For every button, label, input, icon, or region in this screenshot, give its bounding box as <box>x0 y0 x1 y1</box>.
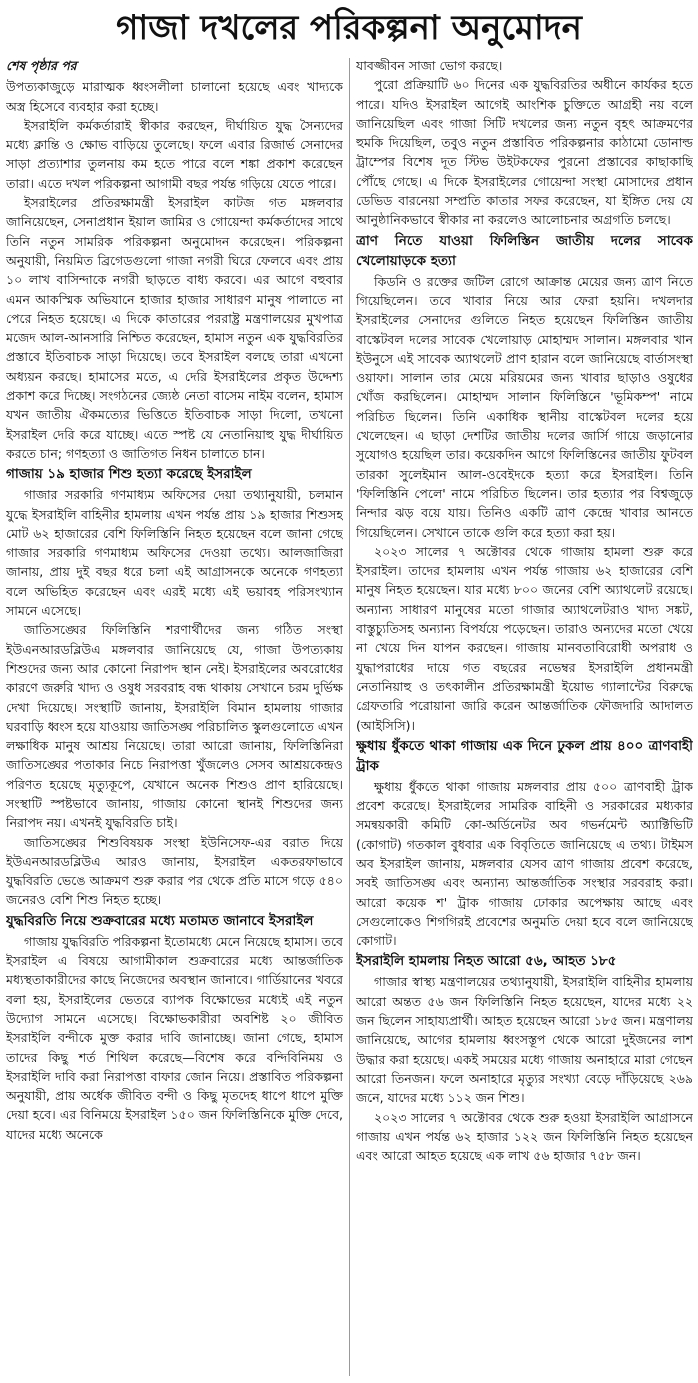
paragraph: গাজার সরকারি গণমাধ্যম অফিসের দেয়া তথ্যানুযায়ী, চলমান যুদ্ধে ইসরাইলি বাহিনীর হামলায় এখন পর্যন্ত প্রায় ১৯ হাজার শিশুসহ মোট ৬২ হাজারের বেশি ফিলিস্তিনি নিহত হয়েছেন বলে জানা গেছে গাজার সরকারি গণমাধ্যম অফিসের দেওয়া তথ্যে। আলজাজিরা জানায়, প্রায় দুই বছর ধরে চলা এই আগ্রাসনকে অনেকে গণহত্যা বলে অভিহিত করেছেন এবং এরই মধ্যে এই ভয়াবহ পরিসংখ্যান সামনে এসেছে। <box>6 487 343 619</box>
headline: গাজা দখলের পরিকল্পনা অনুমোদন <box>116 8 582 48</box>
subheading: গাজায় ১৯ হাজার শিশু হত্যা করেছে ইসরাইল <box>6 466 252 483</box>
article-column-right <box>356 56 693 1378</box>
paragraph: যাবজ্জীবন সাজা ভোগ করছে। <box>356 58 503 73</box>
paragraph: ক্ষুধায় ধুঁকতে থাকা গাজায় মঙ্গলবার প্রায় ৫০০ ত্রাণবাহী ট্রাক প্রবেশ করেছে। ইসরাইলের সামরিক বাহিনী ও সরকারের মধ্যকার সমন্বয়কারী কমিটি কো-অর্ডিনেটর অব গভর্নমেন্ট অ্যাক্টিভিটি (কোগাট) গতকাল বুধবার এক বিবৃতিতে জানিয়েছে এ তথ্য। টাইমস অব ইসরাইল জানায়, মঙ্গলবার যেসব ত্রাণ গাজায় প্রবেশ করেছে, সবই জাতিসঙ্ঘ এবং অন্যান্য আন্তর্জাতিক সংস্থার সরবরাহ করা। আরো কয়েক শ' ট্রাক গাজায় ঢোকার অপেক্ষায় আছে এবং সেগুলোকেও শিগগিরই প্রবেশের অনুমতি দেয়া হবে বলে জানিয়েছে কোগাট। <box>356 778 693 949</box>
paragraph: ইসরাইলের প্রতিরক্ষামন্ত্রী ইসরাইল কাটজ গত মঙ্গলবার জানিয়েছেন, সেনাপ্রধান ইয়াল জামির ও গোয়েন্দা কর্মকর্তাদের সাথে তিনি নতুন সামরিক পরিকল্পনা অনুমোদন করেছেন। পরিকল্পনা অনুযায়ী, নিয়মিত ব্রিগেডগুলো গাজা নগরী ঘিরে ফেলবে এবং প্রায় ১০ লাখ বাসিন্দাকে নগরী ছাড়তে বাধ্য করবে। এর আগে বহুবার এমন আকস্মিক অভিযানে হাজার হাজার সাধারণ মানুষ পালাতে না পেরে নিহত হয়েছে। এ দিকে কাতারের পররাষ্ট্র মন্ত্রণালয়ের মুখপাত্র মজেদ আল-আনসারি নিশ্চিত করেছেন, হামাস নতুন এক যুদ্ধবিরতির প্রস্তাবে ইতিবাচক সাড়া দিয়েছে। তবে ইসরাইল বলছে তারা এখনো অধ্যয়ন করছে। হামাসের মতে, এ দেরি ইসরাইলের প্রকৃত উদ্দেশ্য প্রকাশ করে দিচ্ছে। সংগঠনের জ্যেষ্ঠ নেতা বাসেম নাইম বলেন, হামাস যখন জাতীয় ঐকমত্যের ভিত্তিতে ইতিবাচক সাড়া দিলো, তখনো ইসরাইল দেরি করে যাচ্ছে। এতে স্পষ্ট যে নেতানিয়াহু যুদ্ধ দীর্ঘায়িত করতে চান; গণহত্যা ও জাতিগত নিধন চালাতে চান। <box>6 195 343 461</box>
paragraph: পুরো প্রক্রিয়াটি ৬০ দিনের এক যুদ্ধবিরতির অধীনে কার্যকর হতে পারে। যদিও ইসরাইল আগেই আংশিক চুক্তিতে আগ্রহী নয় বলে জানিয়েছিল এবং গাজা সিটি দখলের জন্য নতুন বৃহৎ আক্রমণের হুমকি দিয়েছিল, তবুও নতুন প্রস্তাবিত পরিকল্পনার কাঠামো ডোনাল্ড ট্রাম্পের বিশেষ দূত স্টিভ উইটকফের পুরনো প্রস্তাবের কাছাকাছি পৌঁছে গেছে। এ দিকে ইসরাইলের গোয়েন্দা সংস্থা মোসাদের প্রধান ডেভিড বারনেয়া সম্প্রতি কাতার সফর করেছেন, যা ইঙ্গিত দেয় যে আনুষ্ঠানিকভাবে স্বীকার না করলেও আলোচনার অগ্রগতি চলছে। <box>356 77 693 228</box>
paragraph: উপত্যকাজুড়ে মারাত্মক ধ্বংসলীলা চালানো হয়েছে এবং খাদ্যকে অস্ত্র হিসেবে ব্যবহার করা হচ্ছে। <box>6 79 343 114</box>
column-divider <box>349 58 350 1376</box>
article-column-left <box>6 56 343 1378</box>
paragraph: ইসরাইলি কর্মকর্তারাই স্বীকার করছেন, দীর্ঘায়িত যুদ্ধ সৈন্যদের মধ্যে ক্লান্তি ও ক্ষোভ বাড়িয়ে তুলেছে। ফলে এবার রিজার্ভ সেনাদের সাড়া প্রত্যাশার তুলনায় কম হতে পারে বলে শঙ্কা প্রকাশ করেছেন তারা। এতে দখল পরিকল্পনা আগামী বছর পর্যন্ত গড়িয়ে যেতে পারে। <box>6 117 343 191</box>
subheading: যুদ্ধবিরতি নিয়ে শুক্রবারের মধ্যে মতামত জানাবে ইসরাইল <box>6 912 314 929</box>
paragraph: গাজায় যুদ্ধবিরতি পরিকল্পনা ইতোমধ্যে মেনে নিয়েছে হামাস। তবে ইসরাইল এ বিষয়ে আগামীকাল শুক্রবারের মধ্যে আন্তর্জাতিক মধ্যস্থতাকারীদের কাছে নিজেদের অবস্থান জানাবে। গার্ডিয়ানের খবরে বলা হয়, ইসরাইলের ভেতরে ব্যাপক বিক্ষোভের মধ্যেই এই নতুন উদ্যোগ সামনে এসেছে। বিক্ষোভকারীরা অবশিষ্ট ২০ জীবিত ইসরাইলি বন্দীকে মুক্ত করার দাবি জানাচ্ছে। জানা গেছে, হামাস তাদের কিছু শর্ত শিথিল করেছে—বিশেষ করে বন্দিবিনিময় ও ইসরাইলি দাবি করা নিরাপত্তা বাফার জোন নিয়ে। প্রস্তাবিত পরিকল্পনা অনুযায়ী, প্রায় অর্ধেক জীবিত বন্দী ও কিছু মৃতদেহ ধাপে ধাপে মুক্তি দেয়া হবে। এর বিনিময়ে ইসরাইল ১৫০ জন ফিলিস্তিনিকে মুক্তি দেবে, যাদের মধ্যে অনেকে <box>6 933 343 1142</box>
continued-from-label: শেষ পৃষ্ঠার পর <box>6 58 77 73</box>
subheading: ইসরাইলি হামলায় নিহত আরো ৫৬, আহত ১৮৫ <box>356 953 617 970</box>
paragraph: ২০২৩ সালের ৭ অক্টোবর থেকে গাজায় হামলা শুরু করে ইসরাইল। তাদের হামলায় এখন পর্যন্ত গাজায় ৬২ হাজারের বেশি মানুষ নিহত হয়েছেন। যার মধ্যে ৮০০ জনের বেশি অ্যাথলেট রয়েছে। অন্যান্য সাধারণ মানুষের মতো গাজার অ্যাথলেটরাও খাদ্য সঙ্কট, বাস্তুচ্যুতিসহ অন্যান্য বিপর্যয়ে পড়েছেন। তারাও অন্যদের মতো খেয়ে না খেয়ে দিন যাপন করছেন। গাজায় মানবতাবিরোধী অপরাধ ও যুদ্ধাপরাধের দায়ে গত বছরের নভেম্বর ইসরাইলি প্রধানমন্ত্রী নেতানিয়াহু ও তৎকালীন প্রতিরক্ষামন্ত্রী ইয়োভ গ্যালান্টের বিরুদ্ধে গ্রেফতারি পরোয়ানা জারি করেন আন্তর্জাতিক ফৌজদারি আদালত (আইসিসি)। <box>356 543 693 733</box>
subheading: ক্ষুধায় ধুঁকতে থাকা গাজায় এক দিনে ঢুকল প্রায় ৪০০ ত্রাণবাহী ট্রাক <box>356 737 693 774</box>
subheading: ত্রাণ নিতে যাওয়া ফিলিস্তিন জাতীয় দলের সাবেক খেলোয়াড়কে হত্যা <box>356 232 693 269</box>
paragraph: জাতিসঙ্ঘের শিশুবিষয়ক সংস্থা ইউনিসেফ-এর বরাত দিয়ে ইউএনআরডব্লিউএ আরও জানায়, ইসরাইল একতরফাভাবে যুদ্ধবিরতি ভেঙে আক্রমণ শুরু করার পর থেকে প্রতি মাসে গড়ে ৫৪০ জনেরও বেশি শিশু নিহত হচ্ছে। <box>6 834 343 908</box>
paragraph: গাজার স্বাস্থ্য মন্ত্রণালয়ের তথ্যানুযায়ী, ইসরাইলি বাহিনীর হামলায় আরো অন্তত ৫৬ জন ফিলিস্তিনি নিহত হয়েছেন, যাদের মধ্যে ২২ জন ছিলেন সাহায্যপ্রার্থী। আহত হয়েছেন আরো ১৮৫ জন। মন্ত্রণালয় জানিয়েছে, আগের হামলায় ধ্বংসস্তূপ থেকে আরো দুইজনের লাশ উদ্ধার করা হয়েছে। একই সময়ের মধ্যে গাজায় অনাহারে মারা গেছেন আরো তিনজন। ফলে অনাহারে মৃত্যুর সংখ্যা বেড়ে দাঁড়িয়েছে ২৬৯ জনে, যাদের মধ্যে ১১২ জন শিশু। <box>356 974 693 1106</box>
paragraph: ২০২৩ সালের ৭ অক্টোবর থেকে শুরু হওয়া ইসরাইলি আগ্রাসনে গাজায় এখন পর্যন্ত ৬২ হাজার ১২২ জন ফিলিস্তিনি নিহত হয়েছেন এবং আরো আহত হয়েছে এক লাখ ৫৬ হাজার ৭৫৮ জন। <box>356 1109 693 1164</box>
paragraph: জাতিসঙ্ঘের ফিলিস্তিনি শরণার্থীদের জন্য গঠিত সংস্থা ইউএনআরডব্লিউএ মঙ্গলবার জানিয়েছে যে, গাজা উপত্যকায় শিশুদের জন্য আর কোনো নিরাপদ স্থান নেই। ইসরাইলের অবরোধের কারণে জরুরি খাদ্য ও ওষুধ সরবরাহ বন্ধ থাকায় সেখানে চরম দুর্ভিক্ষ দেখা দিয়েছে। সংস্থাটি জানায়, ইসরাইলি বিমান হামলায় গাজার ঘরবাড়ি ধ্বংস হয়ে যাওয়ায় জাতিসঙ্ঘ পরিচালিত স্কুলগুলোতে এখন লক্ষাধিক মানুষ আশ্রয় নিয়েছে। তারা আরো জানায়, ফিলিস্তিনিরা জাতিসঙ্ঘের পতাকার নিচে নিরাপত্তা খুঁজলেও সেসব আশ্রয়কেন্দ্রও পরিণত হয়েছে মৃত্যুকূপে, যেখানে অনেক শিশুও প্রাণ হারিয়েছে। সংস্থাটি স্পষ্টভাবে জানায়, গাজায় কোনো স্থানই শিশুদের জন্য নিরাপদ নয়। এখনই যুদ্ধবিরতি চাই। <box>6 622 343 831</box>
paragraph: কিডনি ও রক্তের জটিল রোগে আক্রান্ত মেয়ের জন্য ত্রাণ নিতে গিয়েছিলেন। তবে খাবার নিয়ে আর ফেরা হয়নি। দখলদার ইসরাইলের সেনাদের গুলিতে নিহত হয়েছেন ফিলিস্তিন জাতীয় বাস্কেটবল দলের সাবেক খেলোয়াড় মোহাম্মদ সালান। মঙ্গলবার খান ইউনুসে এই সাবেক অ্যাথলেট প্রাণ হারান বলে জানিয়েছে বার্তাসংস্থা ওয়াফা। সালান তার মেয়ে মরিয়মের জন্য খাবার ছাড়াও ওষুধের খোঁজ করছিলেন। মোহাম্মদ সালান ফিলিস্তিনে 'ভূমিকম্প' নামে পরিচিত ছিলেন। তিনি একাধিক স্থানীয় বাস্কেটবল দলের হয়ে খেলেছেন। এ ছাড়া দেশটির জাতীয় দলের জার্সি গায়ে জড়ানোর সুযোগও হয়েছিল তার। কয়েকদিন আগে ফিলিস্তিনের জাতীয় ফুটবল তারকা সুলেইমান আল-ওবেইদকে হত্যা করে ইসরাইল। তিনি 'ফিলিস্তিনি পেলে' নামে পরিচিত ছিলেন। তার হত্যার পর বিশ্বজুড়ে নিন্দার ঝড় বয়ে যায়। তিনিও একটি ত্রাণ কেন্দ্রে খাবার আনতে গিয়েছিলেন। সেখানে তাকে গুলি করে হত্যা করা হয়। <box>356 273 693 540</box>
